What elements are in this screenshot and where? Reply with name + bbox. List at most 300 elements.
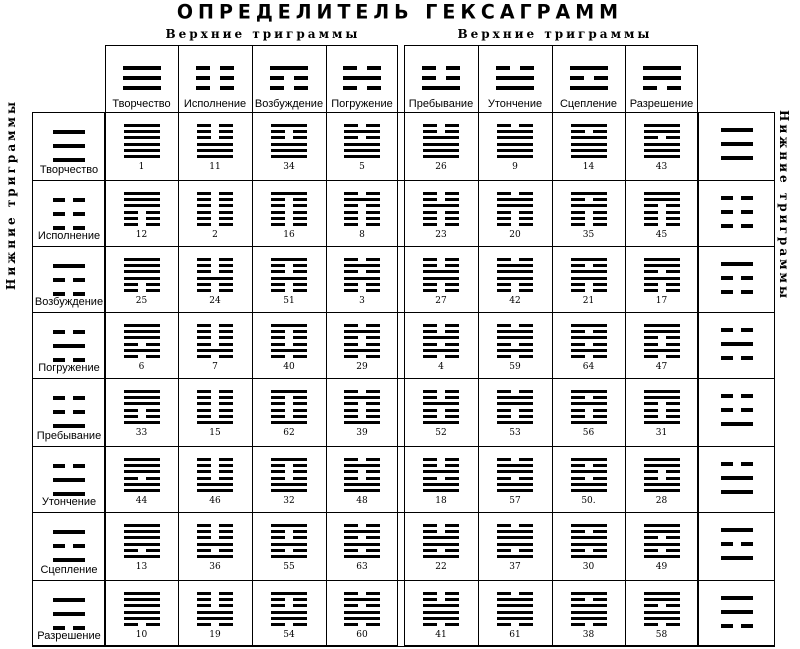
hexagram-r1c2-line-yin <box>219 136 233 139</box>
hexagram-r5c3-line-yin <box>271 409 285 412</box>
hexagram-r4c8-line-yin <box>666 343 680 346</box>
hexagram-number: 16 <box>283 230 295 240</box>
hexagram-r5c8-line-yin <box>644 409 658 412</box>
lower-trigram-1-line-yang <box>53 130 85 134</box>
upper-trigrams-header-right: Верхние триграммы <box>457 27 653 41</box>
hexagram-r6c5-line-yang <box>423 489 459 492</box>
hexagram-r8c4-line-yin <box>344 623 358 626</box>
row-divider <box>32 512 775 513</box>
hexagram-r7c2-line-yin <box>197 530 211 533</box>
hexagram-r2c8-line-yin <box>644 223 658 226</box>
hexagram-r7c5-line-yin <box>445 530 459 533</box>
hexagram-r2c3-line-yin <box>293 198 307 201</box>
hexagram-r3c5-line-yin <box>423 289 437 292</box>
hexagram-r5c6-line-yin <box>497 409 511 412</box>
lower-trigram-right-2-line-yin <box>721 224 733 228</box>
hexagram-r4c8-line-yang <box>644 349 680 352</box>
hexagram-r8c6-line-yang <box>497 611 533 614</box>
hexagram-r8c2-line-yin <box>197 598 211 601</box>
hexagram-r6c4-line-yang <box>344 489 380 492</box>
hexagram-number: 11 <box>209 162 221 172</box>
hexagram-number: 35 <box>582 230 595 240</box>
hexagram-number: 43 <box>655 162 668 172</box>
upper-trigram-label: Пребывание <box>408 98 474 110</box>
hexagram-r6c2-line-yang <box>197 489 233 492</box>
page-title: ОПРЕДЕЛИТЕЛЬ ГЕКСАГРАММ <box>176 0 624 24</box>
hexagram-r4c2-line-yin <box>219 343 233 346</box>
hexagram-number: 8 <box>359 230 365 240</box>
hexagram-r8c3-line-yin <box>271 623 285 626</box>
hexagram-r3c2-line-yin <box>219 258 233 261</box>
lower-trigram-5-line-yang <box>53 424 85 428</box>
hexagram-r3c6-line-yang <box>497 277 533 280</box>
upper-trigram-8-line-yang <box>643 76 681 80</box>
lower-trigram-right-1-line-yang <box>721 142 753 146</box>
hexagram-r7c6-line-yin <box>497 549 511 552</box>
hexagram-r2c5-line-yin <box>423 192 437 195</box>
hexagram-number: 9 <box>512 162 518 172</box>
hexagram-r2c2-line-yin <box>197 217 211 220</box>
hexagram-r6c3-line-yang <box>271 483 307 486</box>
hexagram-r6c4-line-yin <box>366 458 380 461</box>
hexagram-r8c8-line-yang <box>644 617 680 620</box>
hexagram-r6c1-line-yang <box>124 489 160 492</box>
hexagram-r3c7-line-yin <box>571 264 585 267</box>
lower-trigram-right-8-line-yin <box>721 624 733 628</box>
row-divider <box>32 246 775 247</box>
hexagram-r2c8-line-yin <box>666 211 680 214</box>
hexagram-r2c3-line-yin <box>271 198 285 201</box>
hexagram-r3c2-line-yin <box>219 270 233 273</box>
hexagram-r2c7-line-yin <box>593 223 607 226</box>
upper-trigram-1-line-yang <box>123 86 161 90</box>
hexagram-r1c7-line-yang <box>571 136 607 139</box>
hexagram-number: 32 <box>283 496 295 506</box>
upper-trigram-6-line-yang <box>496 86 534 90</box>
hexagram-r3c4-line-yin <box>366 289 380 292</box>
hexagram-r7c3-line-yang <box>271 543 307 546</box>
hexagram-r8c3-line-yin <box>293 623 307 626</box>
hexagram-r2c8-line-yang <box>644 192 680 195</box>
hexagram-number: 34 <box>283 162 295 172</box>
hexagram-r5c5-line-yin <box>445 409 459 412</box>
hexagram-r8c4-line-yin <box>366 623 380 626</box>
hexagram-r2c7-line-yin <box>571 223 585 226</box>
hexagram-r5c3-line-yin <box>271 396 285 399</box>
hexagram-r4c1-line-yang <box>124 330 160 333</box>
hexagram-r1c1-line-yang <box>124 130 160 133</box>
lower-trigrams-label-left: Нижние триграммы <box>4 99 18 290</box>
hexagram-r2c1-line-yin <box>146 211 160 214</box>
hexagram-r4c5-line-yin <box>445 343 459 346</box>
upper-trigram-label: Исполнение <box>183 98 247 110</box>
hexagram-r7c8-line-yin <box>644 549 658 552</box>
upper-trigrams-header-left: Верхние триграммы <box>165 27 361 41</box>
hexagram-r3c1-line-yin <box>146 283 160 286</box>
hexagram-r1c5-line-yang <box>423 136 459 139</box>
hexagram-r7c7-line-yin <box>571 530 585 533</box>
hexagram-r5c3-line-yin <box>293 415 307 418</box>
hexagram-r2c4-line-yin <box>366 223 380 226</box>
hexagram-r2c6-line-yin <box>519 211 533 214</box>
hexagram-r3c2-line-yin <box>219 264 233 267</box>
hexagram-r3c3-line-yin <box>293 264 307 267</box>
hexagram-r2c5-line-yin <box>423 211 437 214</box>
hexagram-r4c5-line-yin <box>423 355 437 358</box>
hexagram-r4c3-line-yin <box>293 336 307 339</box>
lower-trigram-6-line-yin <box>73 464 85 468</box>
hexagram-r5c1-line-yin <box>124 415 138 418</box>
hexagram-r8c5-line-yin <box>423 598 437 601</box>
hexagram-number: 42 <box>509 296 521 306</box>
lower-trigram-2-line-yin <box>73 198 85 202</box>
upper-trigram-5-line-yin <box>446 66 460 70</box>
hexagram-r1c4-line-yang <box>344 143 380 146</box>
hexagram-r4c6-line-yin <box>497 355 511 358</box>
hexagram-number: 52 <box>435 428 447 438</box>
hexagram-r3c7-line-yin <box>571 283 585 286</box>
hexagram-r6c1-line-yang <box>124 470 160 473</box>
hexagram-r8c8-line-yin <box>666 604 680 607</box>
hexagram-r1c4-line-yang <box>344 130 380 133</box>
hexagram-r5c4-line-yin <box>366 390 380 393</box>
hexagram-r4c8-line-yin <box>644 343 658 346</box>
hexagram-r5c2-line-yin <box>219 415 233 418</box>
hexagram-r8c4-line-yin <box>344 592 358 595</box>
hexagram-r4c2-line-yin <box>197 343 211 346</box>
hexagram-r5c2-line-yin <box>197 415 211 418</box>
hexagram-r2c2-line-yin <box>197 211 211 214</box>
lower-trigram-right-8-line-yin <box>741 624 753 628</box>
hexagram-number: 58 <box>655 630 668 640</box>
hexagram-r4c4-line-yin <box>344 336 358 339</box>
hexagram-r7c7-line-yang <box>571 524 607 527</box>
hexagram-r2c3-line-yin <box>271 211 285 214</box>
hexagram-r4c7-line-yang <box>571 336 607 339</box>
hexagram-r2c5-line-yin <box>445 211 459 214</box>
row-divider <box>32 112 775 113</box>
hexagram-r2c6-line-yang <box>497 204 533 207</box>
lower-trigram-right-4-line-yin <box>741 328 753 332</box>
hexagram-r7c2-line-yin <box>197 524 211 527</box>
hexagram-r4c4-line-yin <box>366 324 380 327</box>
hexagram-r7c2-line-yang <box>197 543 233 546</box>
hexagram-r2c1-line-yin <box>124 217 138 220</box>
hexagram-r6c1-line-yang <box>124 483 160 486</box>
lower-trigram-right-8-line-yang <box>721 610 753 614</box>
hexagram-r7c2-line-yin <box>219 549 233 552</box>
hexagram-number: 59 <box>509 362 521 372</box>
hexagram-r5c8-line-yin <box>644 402 658 405</box>
hexagram-r1c1-line-yang <box>124 124 160 127</box>
hexagram-r2c1-line-yin <box>124 223 138 226</box>
hexagram-r4c5-line-yin <box>423 324 437 327</box>
hexagram-r8c7-line-yin <box>593 598 607 601</box>
hexagram-r2c5-line-yin <box>423 223 437 226</box>
lower-trigram-right-6-line-yang <box>721 476 753 480</box>
hexagram-number: 37 <box>509 562 521 572</box>
hexagram-r3c3-line-yin <box>293 289 307 292</box>
hexagram-r3c1-line-yin <box>124 283 138 286</box>
hexagram-r4c4-line-yin <box>366 343 380 346</box>
hexagram-r8c1-line-yin <box>124 623 138 626</box>
hexagram-r3c7-line-yang <box>571 258 607 261</box>
lower-trigram-7-line-yang <box>53 530 85 534</box>
lower-trigram-right-2-line-yin <box>721 210 733 214</box>
hexagram-r3c7-line-yang <box>571 270 607 273</box>
hexagram-r2c2-line-yin <box>197 192 211 195</box>
hexagram-r5c5-line-yang <box>423 402 459 405</box>
hexagram-r2c3-line-yin <box>271 217 285 220</box>
hexagram-r3c3-line-yin <box>271 289 285 292</box>
hexagram-r4c8-line-yin <box>644 355 658 358</box>
hexagram-number: 64 <box>582 362 595 372</box>
lower-trigram-3-line-yang <box>53 264 85 268</box>
hexagram-r1c2-line-yin <box>197 136 211 139</box>
upper-trigram-6-line-yin <box>520 66 534 70</box>
hexagram-r2c8-line-yin <box>644 211 658 214</box>
hexagram-r2c5-line-yin <box>445 198 459 201</box>
hexagram-r2c6-line-yin <box>519 223 533 226</box>
hexagram-r4c1-line-yin <box>146 355 160 358</box>
hexagram-r8c5-line-yang <box>423 617 459 620</box>
hexagram-r3c1-line-yin <box>124 289 138 292</box>
hexagram-r1c2-line-yang <box>197 155 233 158</box>
hexagram-r5c3-line-yin <box>271 415 285 418</box>
hexagram-r2c4-line-yin <box>344 192 358 195</box>
lower-trigram-right-3-line-yin <box>721 276 733 280</box>
hexagram-r5c2-line-yin <box>219 402 233 405</box>
hexagram-r4c3-line-yin <box>293 355 307 358</box>
hexagram-r7c6-line-yang <box>497 536 533 539</box>
hexagram-r5c2-line-yin <box>197 402 211 405</box>
hexagram-r1c8-line-yang <box>644 155 680 158</box>
column-divider <box>552 45 553 646</box>
hexagram-number: 7 <box>212 362 218 372</box>
hexagram-r2c2-line-yin <box>219 223 233 226</box>
hexagram-r4c2-line-yin <box>219 324 233 327</box>
hexagram-r7c5-line-yang <box>423 543 459 546</box>
hexagram-r3c8-line-yang <box>644 258 680 261</box>
hexagram-r2c3-line-yin <box>293 211 307 214</box>
hexagram-r1c8-line-yang <box>644 143 680 146</box>
hexagram-r1c3-line-yin <box>293 136 307 139</box>
hexagram-r8c8-line-yang <box>644 611 680 614</box>
hexagram-r4c2-line-yin <box>197 324 211 327</box>
hexagram-r5c6-line-yin <box>519 390 533 393</box>
lower-trigram-label: Возбуждение <box>34 296 104 308</box>
hexagram-r4c7-line-yang <box>571 324 607 327</box>
hexagram-r6c5-line-yin <box>445 458 459 461</box>
lower-trigram-right-4-line-yin <box>741 356 753 360</box>
lower-trigram-7-line-yang <box>53 558 85 562</box>
lower-trigram-3-line-yin <box>73 278 85 282</box>
hexagram-r1c3-line-yang <box>271 124 307 127</box>
hexagram-r8c3-line-yang <box>271 592 307 595</box>
hexagram-r5c5-line-yin <box>423 415 437 418</box>
hexagram-r8c7-line-yin <box>593 623 607 626</box>
upper-trigram-2-line-yin <box>220 76 234 80</box>
hexagram-r8c7-line-yang <box>571 617 607 620</box>
hexagram-r2c2-line-yin <box>197 198 211 201</box>
hexagram-r7c8-line-yang <box>644 555 680 558</box>
hexagram-r3c4-line-yang <box>344 264 380 267</box>
hexagram-r6c7-line-yin <box>571 464 585 467</box>
hexagram-r8c6-line-yang <box>497 598 533 601</box>
upper-trigram-7-line-yang <box>570 86 608 90</box>
hexagram-r4c5-line-yang <box>423 336 459 339</box>
hexagram-r7c7-line-yin <box>593 530 607 533</box>
hexagram-r2c6-line-yin <box>519 192 533 195</box>
hexagram-r5c4-line-yin <box>344 390 358 393</box>
hexagram-r4c6-line-yin <box>497 343 511 346</box>
lower-trigram-2-line-yin <box>53 198 65 202</box>
hexagram-r6c6-line-yin <box>497 458 511 461</box>
hexagram-r4c2-line-yin <box>219 355 233 358</box>
hexagram-r2c4-line-yin <box>344 204 358 207</box>
hexagram-r4c8-line-yin <box>666 336 680 339</box>
hexagram-r2c8-line-yin <box>644 217 658 220</box>
hexagram-r8c3-line-yin <box>293 604 307 607</box>
lower-trigram-right-5-line-yin <box>721 394 733 398</box>
hexagram-r2c4-line-yang <box>344 198 380 201</box>
hexagram-r1c3-line-yang <box>271 143 307 146</box>
hexagram-r5c8-line-yang <box>644 396 680 399</box>
hexagram-r4c1-line-yang <box>124 349 160 352</box>
hexagram-r7c4-line-yang <box>344 555 380 558</box>
hexagram-r6c6-line-yin <box>519 458 533 461</box>
hexagram-r7c7-line-yang <box>571 555 607 558</box>
hexagram-r1c7-line-yang <box>571 155 607 158</box>
hexagram-r3c3-line-yin <box>293 270 307 273</box>
hexagram-r7c2-line-yin <box>219 536 233 539</box>
hexagram-r8c3-line-yin <box>293 598 307 601</box>
lower-trigram-label: Пребывание <box>36 430 102 442</box>
hexagram-r6c5-line-yin <box>445 464 459 467</box>
hexagram-r4c1-line-yang <box>124 324 160 327</box>
hexagram-r5c1-line-yang <box>124 402 160 405</box>
hexagram-r7c8-line-yin <box>666 536 680 539</box>
column-divider <box>178 45 179 646</box>
upper-trigram-2-line-yin <box>196 86 210 90</box>
hexagram-r2c3-line-yin <box>293 204 307 207</box>
hexagram-r8c4-line-yin <box>366 592 380 595</box>
hexagram-r3c5-line-yin <box>423 283 437 286</box>
hexagram-r2c2-line-yin <box>219 217 233 220</box>
hexagram-r5c4-line-yin <box>366 415 380 418</box>
hexagram-r4c5-line-yin <box>423 343 437 346</box>
hexagram-r1c8-line-yin <box>666 136 680 139</box>
hexagram-r7c5-line-yang <box>423 536 459 539</box>
hexagram-r5c4-line-yin <box>366 402 380 405</box>
hexagram-r5c1-line-yin <box>124 409 138 412</box>
hexagram-r4c2-line-yin <box>197 330 211 333</box>
upper-trigram-5-line-yang <box>422 86 460 90</box>
hexagram-r7c5-line-yin <box>423 549 437 552</box>
hexagram-r6c2-line-yin <box>197 458 211 461</box>
hexagram-r7c8-line-yin <box>644 536 658 539</box>
hexagram-r7c6-line-yin <box>497 524 511 527</box>
hexagram-r3c5-line-yin <box>423 258 437 261</box>
hexagram-number: 13 <box>135 562 148 572</box>
hexagram-r2c6-line-yin <box>497 211 511 214</box>
hexagram-r7c4-line-yang <box>344 530 380 533</box>
upper-trigram-5-line-yin <box>422 76 436 80</box>
hexagram-r5c7-line-yang <box>571 390 607 393</box>
hexagram-r2c4-line-yin <box>366 192 380 195</box>
hexagram-number: 40 <box>283 362 295 372</box>
hexagram-number: 23 <box>435 230 447 240</box>
hexagram-r6c1-line-yang <box>124 458 160 461</box>
hexagram-r2c8-line-yin <box>666 204 680 207</box>
upper-trigram-5-line-yin <box>446 76 460 80</box>
hexagram-r6c2-line-yin <box>197 477 211 480</box>
hexagram-r8c8-line-yin <box>644 604 658 607</box>
hexagram-r7c1-line-yang <box>124 555 160 558</box>
hexagram-r7c4-line-yin <box>366 524 380 527</box>
hexagram-r6c7-line-yin <box>593 477 607 480</box>
hexagram-r6c4-line-yin <box>366 477 380 480</box>
hexagram-r4c6-line-yin <box>519 343 533 346</box>
hexagram-r1c5-line-yang <box>423 155 459 158</box>
row-divider <box>32 378 775 379</box>
hexagram-r4c7-line-yin <box>593 343 607 346</box>
hexagram-number: 4 <box>438 362 444 372</box>
hexagram-r1c1-line-yang <box>124 155 160 158</box>
column-divider <box>625 45 626 646</box>
hexagram-r7c2-line-yin <box>197 536 211 539</box>
hexagram-r1c6-line-yin <box>497 124 511 127</box>
upper-trigram-3-line-yin <box>294 76 308 80</box>
hexagram-r1c5-line-yin <box>445 130 459 133</box>
lower-trigram-right-7-line-yang <box>721 556 753 560</box>
hexagram-r2c1-line-yin <box>146 217 160 220</box>
hexagram-r6c5-line-yin <box>423 464 437 467</box>
lower-trigram-right-6-line-yang <box>721 490 753 494</box>
hexagram-r5c6-line-yin <box>497 415 511 418</box>
hexagram-r1c8-line-yang <box>644 124 680 127</box>
hexagram-r2c3-line-yin <box>271 204 285 207</box>
hexagram-r4c7-line-yin <box>593 355 607 358</box>
lower-trigram-7-line-yin <box>73 544 85 548</box>
upper-trigram-4-line-yang <box>343 76 381 80</box>
upper-trigram-3-line-yin <box>270 76 284 80</box>
hexagram-r3c1-line-yin <box>146 289 160 292</box>
hexagram-r6c6-line-yin <box>519 477 533 480</box>
hexagram-r3c1-line-yang <box>124 258 160 261</box>
hexagram-number: 29 <box>356 362 368 372</box>
hexagram-r3c6-line-yin <box>519 258 533 261</box>
hexagram-r8c2-line-yin <box>219 623 233 626</box>
hexagram-r2c5-line-yin <box>445 223 459 226</box>
hexagram-r7c3-line-yin <box>293 530 307 533</box>
hexagram-r6c7-line-yang <box>571 489 607 492</box>
upper-trigram-1-line-yang <box>123 76 161 80</box>
hexagram-r1c5-line-yang <box>423 149 459 152</box>
hexagram-r4c3-line-yang <box>271 349 307 352</box>
hexagram-r3c6-line-yang <box>497 264 533 267</box>
hexagram-r7c3-line-yin <box>271 530 285 533</box>
hexagram-r5c7-line-yin <box>593 396 607 399</box>
hexagram-r6c6-line-yin <box>497 477 511 480</box>
lower-trigram-right-4-line-yin <box>721 356 733 360</box>
hexagram-r3c1-line-yang <box>124 270 160 273</box>
lower-trigram-right-4-line-yin <box>721 328 733 332</box>
hexagram-r6c1-line-yang <box>124 464 160 467</box>
lower-trigram-label: Разрешение <box>37 630 101 642</box>
hexagram-r2c6-line-yin <box>497 217 511 220</box>
hexagram-r5c3-line-yang <box>271 390 307 393</box>
